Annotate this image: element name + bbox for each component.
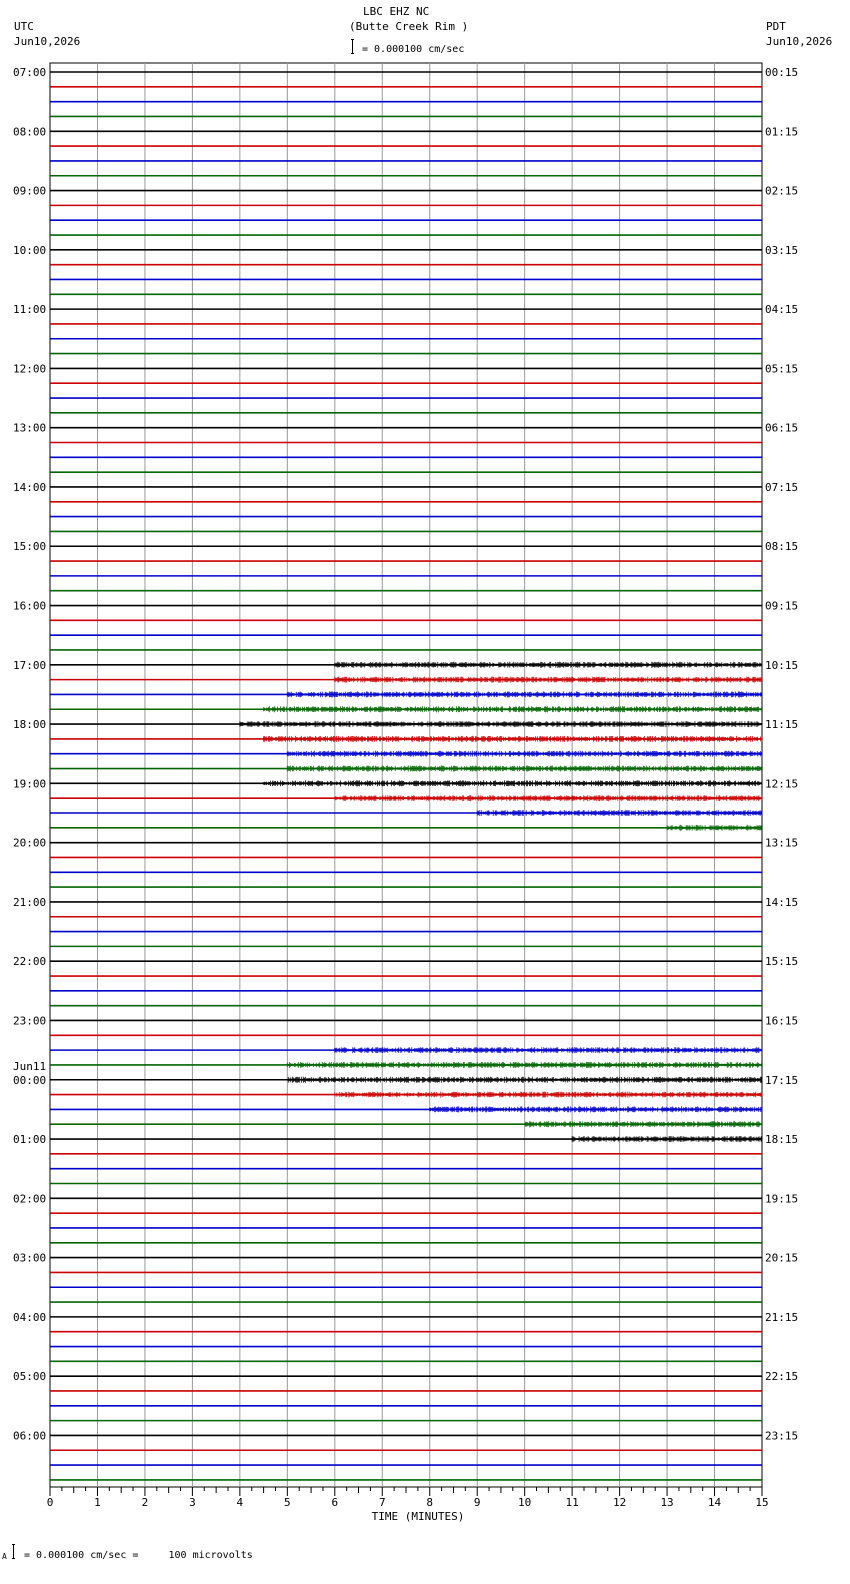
right-date: Jun10,2026 (766, 35, 833, 48)
utc-hour-label: 16:00 (13, 599, 47, 613)
footer-scale-text: = 0.000100 cm/sec = 100 microvolts (24, 1550, 253, 1561)
pdt-hour-label: 22:15 (765, 1370, 799, 1384)
utc-hour-label: 22:00 (13, 955, 47, 969)
x-axis-title: TIME (MINUTES) (371, 1510, 465, 1523)
pdt-hour-label: 11:15 (765, 718, 799, 732)
scale-text: = 0.000100 cm/sec (362, 44, 465, 55)
x-tick-label: 3 (189, 1496, 196, 1509)
x-tick-label: 15 (755, 1496, 769, 1509)
plot-frame (50, 63, 762, 1487)
utc-hour-label: 10:00 (13, 243, 47, 257)
utc-hour-label: 08:00 (13, 125, 47, 139)
pdt-hour-label: 14:15 (765, 895, 799, 909)
x-tick-label: 2 (141, 1496, 149, 1509)
utc-hour-label: 07:00 (13, 66, 47, 79)
utc-hour-label: 18:00 (13, 718, 47, 732)
pdt-hour-label: 23:15 (765, 1429, 799, 1443)
pdt-hour-label: 00:15 (765, 66, 799, 79)
utc-hour-label: 11:00 (13, 303, 47, 317)
x-tick-label: 12 (612, 1496, 627, 1509)
utc-hour-label: 13:00 (13, 421, 47, 435)
pdt-hour-label: 18:15 (765, 1133, 799, 1147)
station-title: LBC EHZ NC (363, 5, 430, 18)
x-tick-label: 4 (236, 1496, 244, 1509)
date-change-label: Jun11 (13, 1059, 47, 1073)
utc-hour-label: 15:00 (13, 540, 47, 554)
utc-hour-label: 00:00 (13, 1073, 47, 1087)
pdt-hour-label: 15:15 (765, 955, 799, 969)
utc-hour-label: 17:00 (13, 658, 47, 672)
right-timezone: PDT (766, 20, 786, 33)
x-tick-label: 11 (565, 1496, 579, 1509)
pdt-hour-label: 17:15 (765, 1073, 799, 1087)
pdt-hour-label: 10:15 (765, 658, 799, 672)
pdt-hour-label: 07:15 (765, 480, 799, 494)
footer-prefix: A (2, 1552, 7, 1561)
utc-hour-label: 02:00 (13, 1192, 47, 1206)
x-tick-label: 6 (331, 1496, 339, 1509)
utc-hour-label: 14:00 (13, 480, 47, 494)
utc-hour-label: 09:00 (13, 184, 47, 198)
pdt-hour-label: 09:15 (765, 599, 799, 613)
left-date: Jun10,2026 (14, 35, 81, 48)
pdt-hour-label: 13:15 (765, 836, 799, 850)
trace-activity (264, 780, 762, 786)
pdt-hour-label: 06:15 (765, 421, 799, 435)
station-location: (Butte Creek Rim ) (349, 20, 469, 33)
x-tick-label: 14 (707, 1496, 722, 1509)
pdt-hour-label: 05:15 (765, 362, 799, 376)
pdt-hour-label: 19:15 (765, 1192, 799, 1206)
x-tick-label: 7 (378, 1496, 386, 1509)
trace-activity (240, 721, 762, 727)
trace-activity (287, 751, 761, 757)
footer-scale-bar-icon (12, 1544, 15, 1559)
utc-hour-label: 21:00 (13, 895, 47, 909)
x-tick-label: 0 (46, 1496, 54, 1509)
utc-hour-label: 05:00 (13, 1370, 47, 1384)
pdt-hour-label: 16:15 (765, 1014, 799, 1028)
trace-activity (430, 1106, 762, 1112)
utc-hour-label: 03:00 (13, 1251, 47, 1265)
pdt-hour-label: 02:15 (765, 184, 799, 198)
left-timezone: UTC (14, 20, 34, 33)
x-tick-label: 9 (473, 1496, 481, 1509)
utc-hour-label: 12:00 (13, 362, 47, 376)
utc-hour-label: 20:00 (13, 836, 47, 850)
pdt-hour-label: 21:15 (765, 1310, 799, 1324)
pdt-hour-label: 01:15 (765, 125, 799, 139)
trace-activity (287, 691, 761, 697)
x-tick-label: 10 (518, 1496, 532, 1509)
pdt-hour-label: 12:15 (765, 777, 799, 791)
utc-hour-label: 01:00 (13, 1133, 47, 1147)
pdt-hour-label: 03:15 (765, 243, 799, 257)
x-tick-label: 8 (426, 1496, 434, 1509)
pdt-hour-label: 20:15 (765, 1251, 799, 1265)
x-tick-label: 13 (660, 1496, 674, 1509)
x-tick-label: 1 (94, 1496, 101, 1509)
utc-hour-label: 19:00 (13, 777, 47, 791)
trace-activity (287, 766, 761, 772)
utc-hour-label: 06:00 (13, 1429, 47, 1443)
pdt-hour-label: 04:15 (765, 303, 799, 317)
trace-activity (264, 706, 762, 712)
trace-activity (264, 736, 762, 742)
x-tick-label: 5 (284, 1496, 291, 1509)
utc-hour-label: 23:00 (13, 1014, 47, 1028)
utc-hour-label: 04:00 (13, 1310, 47, 1324)
pdt-hour-label: 08:15 (765, 540, 799, 554)
